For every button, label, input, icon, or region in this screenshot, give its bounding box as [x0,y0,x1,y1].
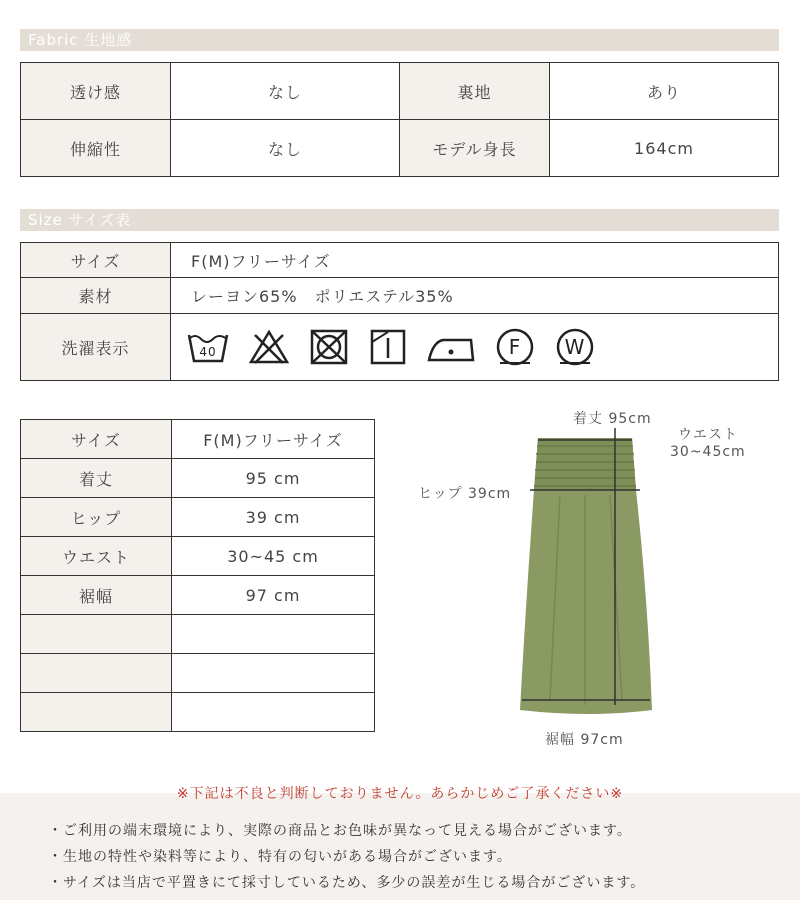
notice-line: ・ご利用の端末環境により、実際の商品とお色味が異なって見える場合がございます。 [48,823,632,839]
table-label: ウエスト [21,537,172,576]
table-label: サイズ [21,243,171,278]
table-label: サイズ [21,420,172,459]
table-label: 裾幅 [21,576,172,615]
table-row [21,615,375,654]
table-value [172,615,375,654]
table-row [21,498,375,537]
table-row [21,537,375,576]
no-tumble-dry-icon [309,328,349,366]
table-value: 30~45 cm [172,537,375,576]
length-annotation: 着丈 95cm [573,411,652,427]
waist-annotation-value: 30~45cm [670,444,746,460]
care-icons-cell [171,314,779,381]
table-row [21,654,375,693]
fabric-section-title: Fabric 生地感 [20,29,779,51]
table-label [21,654,172,693]
table-row [21,459,375,498]
table-value: なし [171,120,400,177]
table-row [21,314,779,381]
table-value: 95 cm [172,459,375,498]
table-value: 39 cm [172,498,375,537]
table-label: 着丈 [21,459,172,498]
size-table [20,242,779,381]
dry-clean-letter: F [508,335,522,359]
table-value [172,693,375,732]
no-bleach-icon [249,329,289,365]
wet-clean-w-icon [555,327,595,367]
table-label: 素材 [21,278,171,314]
table-row [21,576,375,615]
table-value: F(M)フリーサイズ [171,243,779,278]
table-label [21,693,172,732]
line-dry-icon [369,328,407,366]
table-label: 伸縮性 [21,120,171,177]
fabric-table [20,62,779,177]
table-row [21,120,779,177]
notice-line: ・サイズは当店で平置きにて採寸しているため、多少の誤差が生じる場合がございます。 [48,875,646,891]
care-label: 洗濯表示 [21,314,171,381]
dry-clean-f-icon [495,327,535,367]
table-label: 透け感 [21,63,171,120]
notice-title: ※下記は不良と判断しておりません。あらかじめご了承ください※ [176,786,624,802]
table-row [21,278,779,314]
table-value [172,654,375,693]
table-value: あり [550,63,779,120]
table-value: F(M)フリーサイズ [172,420,375,459]
measurement-table [20,419,375,732]
size-section-title: Size サイズ表 [20,209,779,231]
table-label: ヒップ [21,498,172,537]
table-row [21,63,779,120]
table-value: 164cm [550,120,779,177]
table-row [21,420,375,459]
table-value: レーヨン65% ポリエステル35% [171,278,779,314]
wash-40-icon [187,329,229,365]
table-label: モデル身長 [400,120,550,177]
iron-low-icon [427,330,475,364]
table-label [21,615,172,654]
table-row [21,243,779,278]
table-row [21,693,375,732]
hip-annotation: ヒップ 39cm [418,486,512,502]
wash-temp-text: 40 [199,345,217,359]
hem-annotation: 裾幅 97cm [545,732,624,748]
table-label: 裏地 [400,63,550,120]
table-value: 97 cm [172,576,375,615]
table-value: なし [171,63,400,120]
notice-line: ・生地の特性や染料等により、特有の匂いがある場合がございます。 [48,849,512,865]
waist-annotation-label: ウエスト [678,427,738,443]
wet-clean-letter: W [564,335,586,359]
